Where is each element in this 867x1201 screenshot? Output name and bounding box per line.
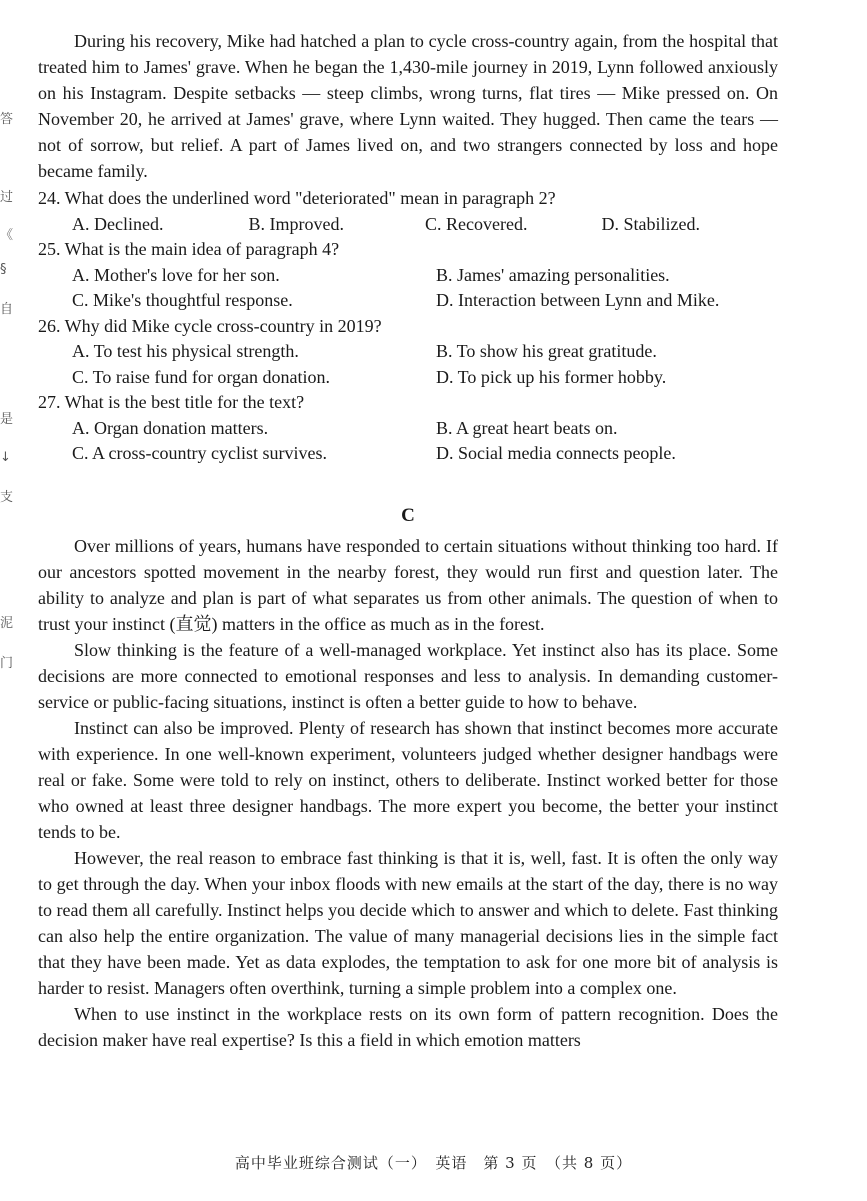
option-d: D. To pick up his former hobby. (436, 366, 667, 387)
margin-mark: 支 (0, 490, 14, 505)
question-24 (38, 186, 778, 237)
options-row (38, 339, 778, 365)
option-b: B. To show his great gratitude. (436, 341, 657, 361)
option-c: C. To raise fund for organ donation. (72, 366, 331, 387)
margin-mark: ↓ (0, 450, 11, 465)
section-c-paragraph-1: Over millions of years, humans have responded to certain situations without thinking too hard. If our ancestors spotted movement in the nearby forest, they would run first and question later. The ability to analyze and plan is part of what separates us from other animals. The question of when to trust your instinct (直觉) matters in the office as much as in the forest. (38, 535, 778, 634)
section-c-paragraph-4: However, the real reason to embrace fast thinking is that it is, well, fast. It is often the only way to get through the day. When your inbox floods with new emails at the start of the day, there is no way to read them all carefully. Instinct helps you decide which to answer and which to delete. Fast thinking can also help the entire organization. The value of many managerial decisions lies in the simple fact that they have been made. Yet as data explodes, the temptation to ask for one more bit of analysis is harder to resist. Managers often overthink, turning a simple problem into a complex one. (38, 847, 778, 998)
question-stem: 26. Why did Mike cycle cross-country in 2019? (38, 315, 382, 336)
question-stem: 27. What is the best title for the text? (38, 392, 305, 412)
option-a: A. To test his physical strength. (72, 341, 299, 361)
margin-mark: 答 (0, 112, 14, 127)
margin-mark: § (0, 262, 7, 277)
question-27 (38, 390, 778, 467)
section-heading: C (401, 504, 415, 526)
section-c-paragraph-5: When to use instinct in the workplace rests on its own form of pattern recognition. Does the decision maker have real expertise? Is this a field in which emotion matters (38, 1003, 778, 1050)
page-footer: 高中毕业班综合测试（一） 英语 第 3 页 （共 8 页） (234, 1154, 633, 1172)
passage-b-final-paragraph: During his recovery, Mike had hatched a plan to cycle cross-country again, from the hospital that treated him to James' grave. When he began the 1,430-mile journey in 2019, Lynn followed anxiously on his Instagram. Despite setbacks — steep climbs, wrong turns, flat tires — Mike pressed on. On November 20, he arrived at James' grave, where Lynn waited. They hugged. Then came the tears — not of sorrow, but relief. A part of James lived on, and two strangers connected by loss and hope became family. (38, 31, 778, 181)
option-b: B. James' amazing personalities. (436, 264, 670, 285)
option-b: B. Improved. (248, 213, 344, 234)
option-d: D. Interaction between Lynn and Mike. (436, 290, 720, 310)
option-c: C. A cross-country cyclist survives. (72, 443, 327, 463)
option-c: C. Recovered. (425, 213, 528, 234)
options-row (38, 416, 778, 442)
exam-page (38, 28, 778, 1053)
question-stem: 25. What is the main idea of paragraph 4? (38, 239, 340, 259)
options-row (38, 365, 778, 391)
option-d: D. Social media connects people. (436, 443, 676, 463)
margin-mark: 是 (0, 412, 14, 427)
options-row (38, 288, 778, 314)
section-c-paragraph-2: Slow thinking is the feature of a well-managed workplace. Yet instinct also has its place. Some decisions are more connected to emotional responses and less to analysis. In demanding customer-service or public-facing situations, instinct is often a better guide to how to behave. (38, 639, 778, 712)
option-d: D. Stabilized. (601, 213, 700, 234)
options-row (38, 263, 778, 289)
margin-mark: 《 (0, 228, 14, 243)
options-row (38, 212, 778, 238)
margin-mark: 泥 (0, 616, 14, 631)
question-26 (38, 314, 778, 391)
option-c: C. Mike's thoughtful response. (72, 290, 293, 310)
option-a: A. Declined. (72, 213, 164, 234)
question-25 (38, 237, 778, 314)
option-a: A. Mother's love for her son. (72, 264, 280, 285)
section-c-paragraph-3: Instinct can also be improved. Plenty of research has shown that instinct becomes more accurate with experience. In one well-known experiment, volunteers judged whether designer handbags were real or fake. Some were told to rely on instinct, others to deliberate. Instinct worked better for those who owned at least three designer handbags. The more expert you become, the better your instinct tends to be. (38, 717, 778, 842)
options-row (38, 441, 778, 467)
margin-mark: 过 (0, 190, 14, 205)
margin-mark: 自 (0, 302, 14, 317)
option-b: B. A great heart beats on. (436, 417, 618, 438)
option-a: A. Organ donation matters. (72, 417, 269, 438)
question-stem: 24. What does the underlined word "deteriorated" mean in paragraph 2? (38, 188, 556, 208)
margin-mark: 门 (0, 656, 14, 671)
